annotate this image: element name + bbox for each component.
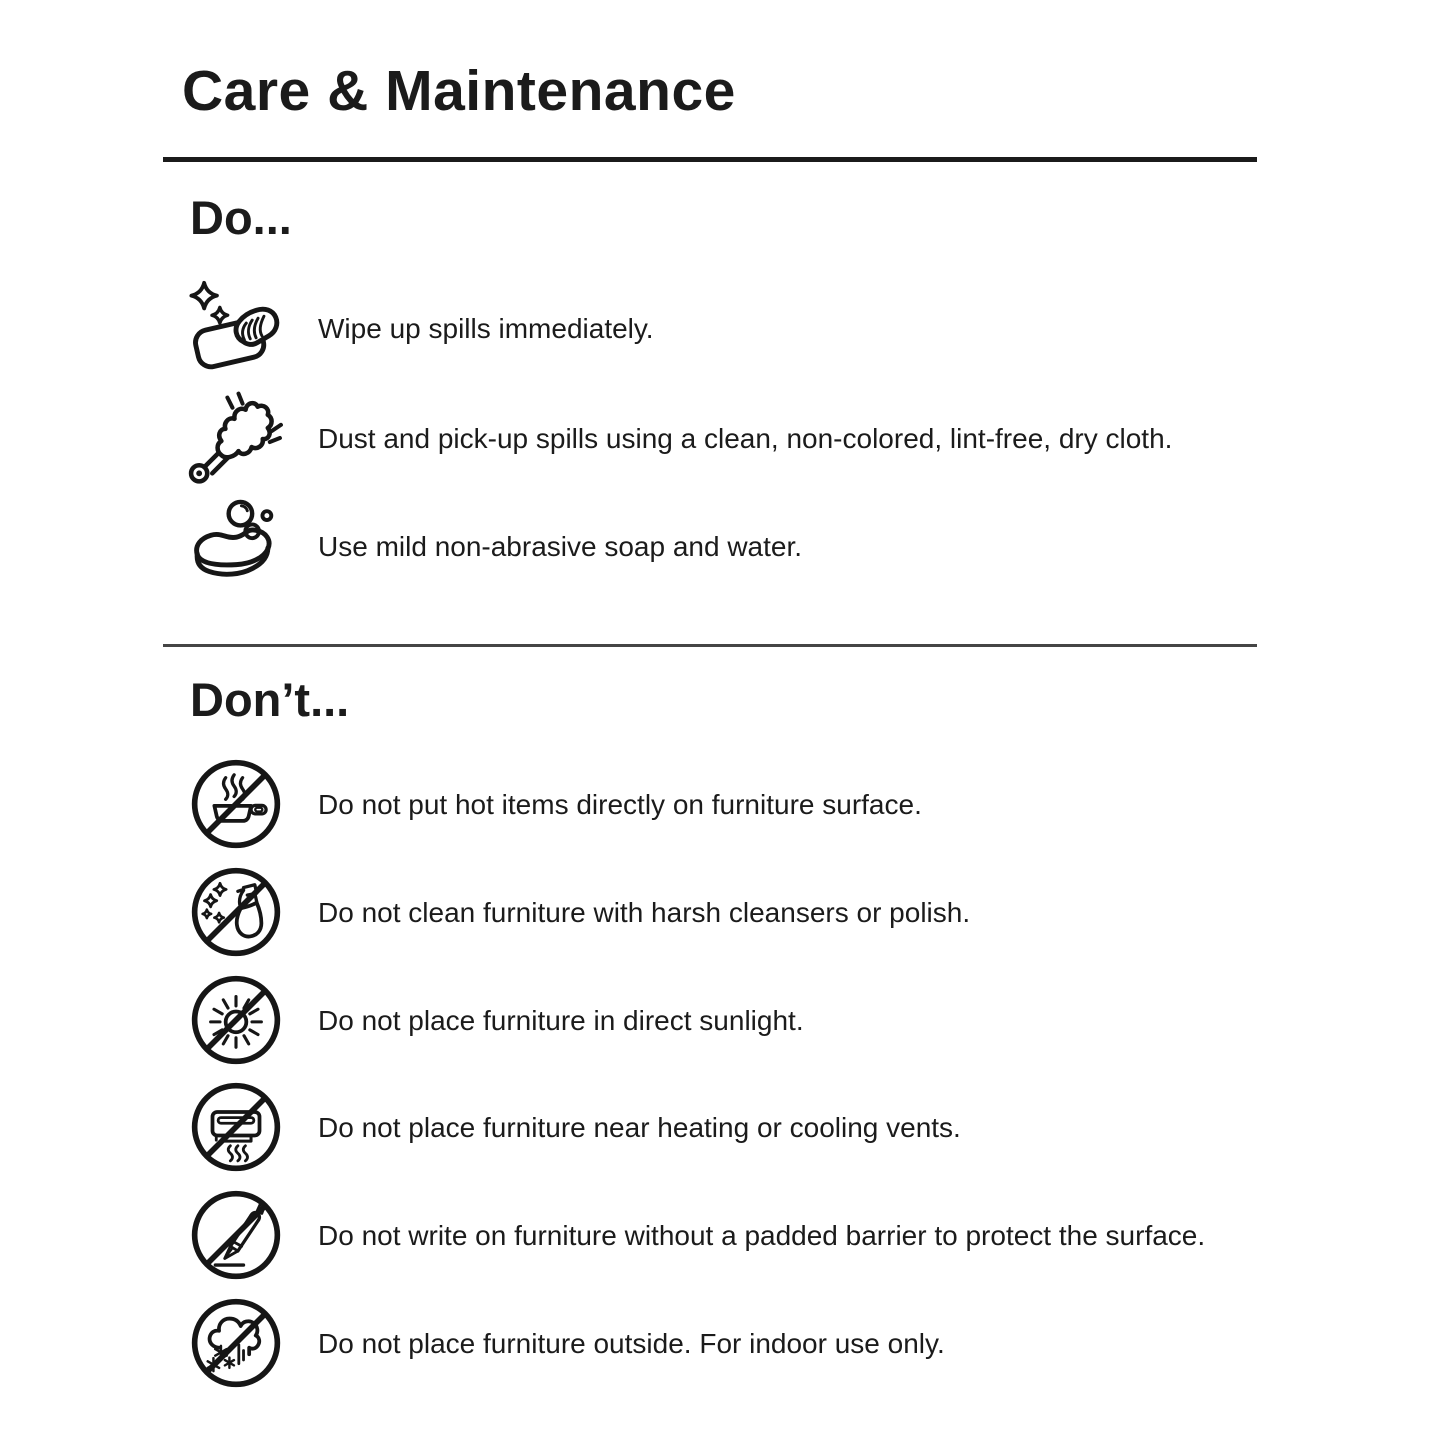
dont-item-hot-items bbox=[189, 757, 1309, 851]
do-item-text: Wipe up spills immediately. bbox=[318, 312, 654, 344]
dont-item-writing bbox=[189, 1188, 1309, 1282]
dont-item-text: Do not place furniture in direct sunlight. bbox=[318, 1004, 804, 1036]
title-divider bbox=[163, 157, 1257, 162]
do-item-soap bbox=[183, 497, 1303, 595]
no-direct-sunlight-icon bbox=[189, 973, 318, 1067]
dont-item-text: Do not put hot items directly on furniture surface. bbox=[318, 788, 922, 820]
no-harsh-cleansers-icon bbox=[189, 865, 318, 959]
no-heating-cooling-vents-icon bbox=[189, 1080, 318, 1174]
dont-item-outdoor bbox=[189, 1296, 1309, 1390]
do-section-heading: Do... bbox=[190, 191, 292, 244]
dont-item-text: Do not place furniture outside. For indoor use only. bbox=[318, 1327, 945, 1359]
do-item-dust bbox=[183, 386, 1303, 491]
do-item-text: Dust and pick-up spills using a clean, non-colored, lint-free, dry cloth. bbox=[318, 423, 1173, 454]
dont-item-harsh-cleansers bbox=[189, 865, 1309, 959]
dont-item-text: Do not place furniture near heating or cooling vents. bbox=[318, 1111, 961, 1143]
no-hot-items-icon bbox=[189, 757, 318, 851]
no-outdoor-use-icon bbox=[189, 1296, 318, 1390]
do-item-wipe-spills bbox=[183, 278, 1303, 378]
do-item-text: Use mild non-abrasive soap and water. bbox=[318, 530, 803, 562]
page-title: Care & Maintenance bbox=[182, 59, 736, 123]
no-writing-icon bbox=[189, 1188, 318, 1282]
section-divider bbox=[163, 644, 1257, 647]
dont-item-text: Do not clean furniture with harsh cleansers or polish. bbox=[318, 896, 971, 928]
soap-bubbles-icon bbox=[183, 497, 318, 595]
dont-item-vents bbox=[189, 1080, 1309, 1174]
duster-icon bbox=[183, 388, 318, 490]
dont-item-text: Do not write on furniture without a padded barrier to protect the surface. bbox=[318, 1219, 1206, 1251]
dont-section-heading: Don’t... bbox=[190, 673, 350, 726]
dont-item-direct-sunlight bbox=[189, 973, 1309, 1067]
wipe-spills-hand-icon bbox=[183, 279, 318, 377]
